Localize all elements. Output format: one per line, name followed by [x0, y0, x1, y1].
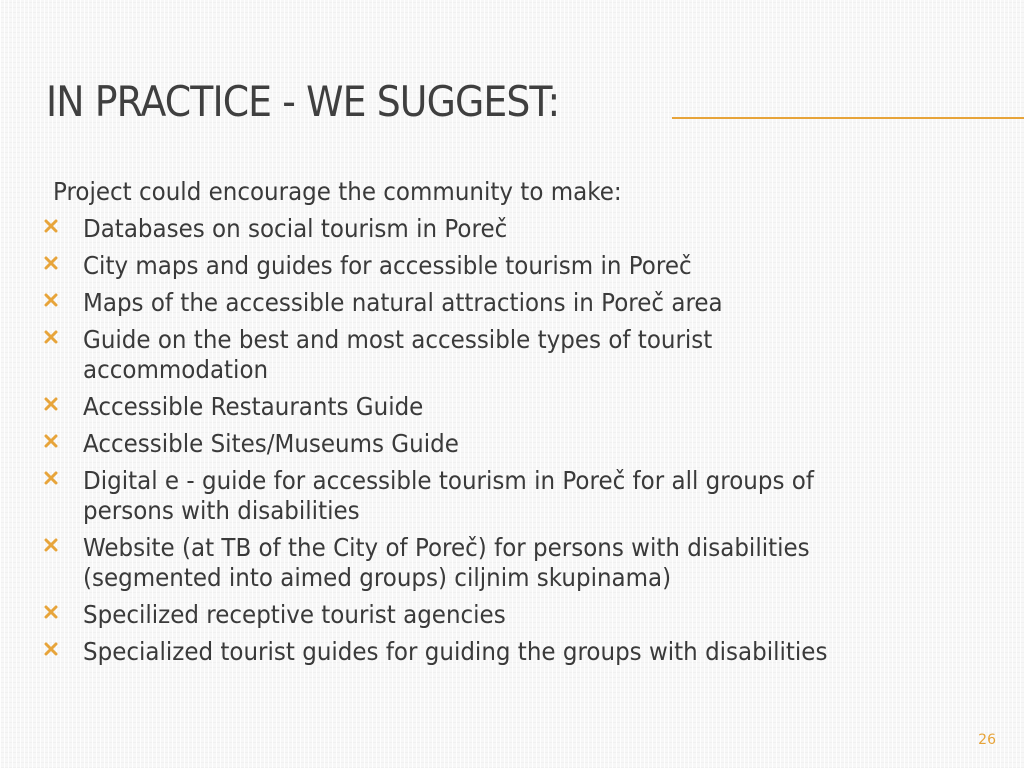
bullet-body: on social tourism in Poreč: [204, 214, 508, 243]
bullet-text: Accessible Restaurants Guide: [83, 392, 424, 421]
list-item: [44, 392, 954, 422]
x-mark-icon: [44, 642, 58, 656]
x-mark-icon: [44, 538, 58, 552]
bullet-text: Guide on the best and most accessible types of tourist accommodation: [83, 325, 713, 384]
bullet-text: [83, 214, 985, 244]
bullet-text: [83, 251, 985, 281]
x-mark-icon: [44, 471, 58, 485]
bullet-text: Digital e - guide for accessible tourism in Poreč for all groups of persons with disabilities: [83, 466, 814, 525]
title-divider: [672, 117, 1024, 119]
list-item: [44, 533, 954, 593]
bullet-lead: City maps and guides: [83, 251, 333, 280]
list-item: [44, 466, 954, 526]
x-mark-icon: [44, 256, 58, 270]
x-mark-icon: [44, 605, 58, 619]
bullet-text: Specilized receptive tourist agencies: [83, 600, 506, 629]
list-item: [44, 288, 954, 318]
slide-title: IN PRACTICE - WE SUGGEST:: [46, 77, 560, 126]
list-item: [44, 429, 954, 459]
bullet-list: [44, 214, 954, 674]
x-mark-icon: [44, 434, 58, 448]
bullet-lead: Databases: [83, 214, 205, 243]
list-item: [44, 325, 954, 385]
x-mark-icon: [44, 293, 58, 307]
x-mark-icon: [44, 330, 58, 344]
bullet-text: Maps of the accessible natural attractions in Poreč area: [83, 288, 723, 317]
x-mark-icon: [44, 219, 58, 233]
list-item: [44, 637, 954, 667]
bullet-text: Website (at TB of the City of Poreč) for persons with disabilities (segmented into aimed groups) ciljnim skupinama): [83, 533, 810, 592]
list-item: [44, 600, 954, 630]
list-item: [44, 251, 954, 281]
intro-text: Project could encourage the community to make:: [53, 177, 622, 206]
list-item: [44, 214, 954, 244]
bullet-text: Specialized tourist guides for guiding the groups with disabilities: [83, 637, 828, 666]
bullet-text: Accessible Sites/Museums Guide: [83, 429, 459, 458]
x-mark-icon: [44, 397, 58, 411]
page-number: 26: [978, 732, 996, 748]
bullet-body: for accessible tourism in Poreč: [332, 251, 692, 280]
